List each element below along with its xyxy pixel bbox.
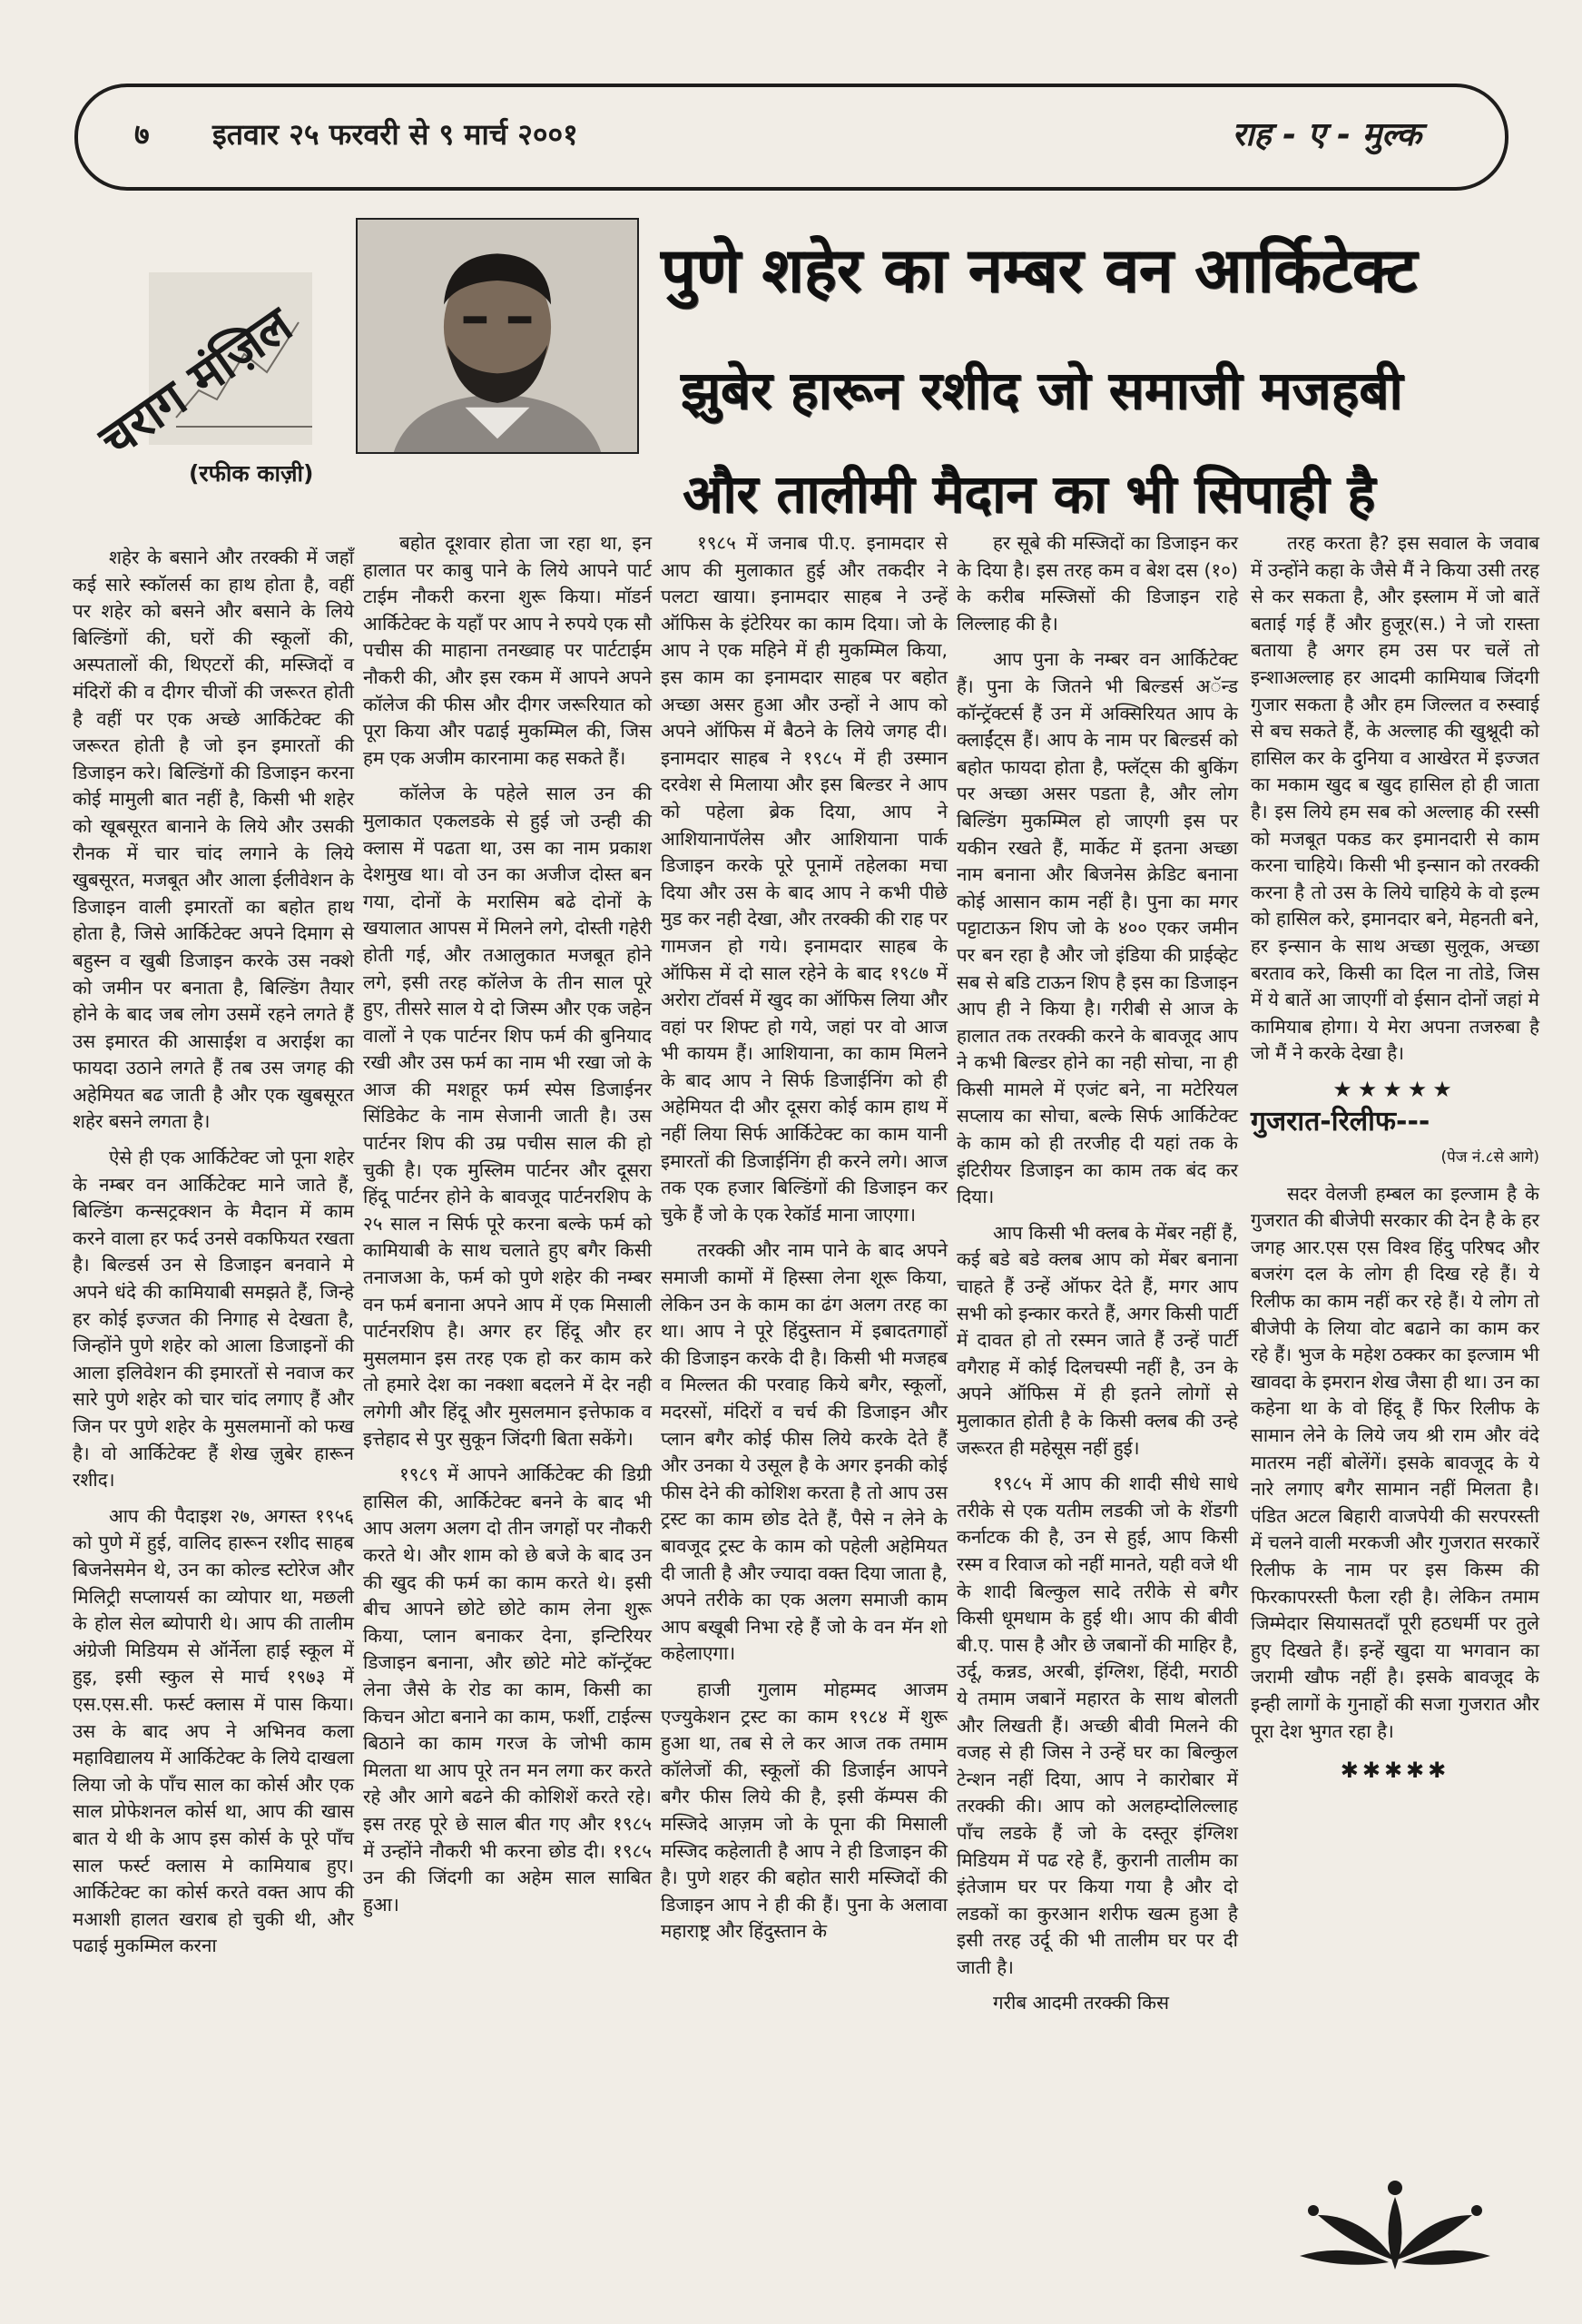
floral-ornament (1282, 2161, 1508, 2279)
paragraph: १९८९ में आपने आर्किटेक्ट की डिग्री हासिल की, आर्किटेक्ट बनने के बाद भी आप अलग अलग दो तीन जगहों पर नौकरी करते थे। और शाम को छे बजे के बाद उन की खुद की फर्म का काम करते थे। इसी बीच आपने छोटे छोटे काम लेना शुरू किया, प्लान बनाकर देना, इन्टिरियर डिजाइन बनाना, और छोटे मोटे कॉन्ट्रॅक्ट लेना जैसे के रोड का काम, किसी का किचन ओटा बनाने का काम, फर्शी, टाईल्स बिठाने का काम गरज के जोभी काम मिलता था आप पूरे तन मन लगा कर करते रहे और आगे बढने की कोशिशें करते रहे। इस तरह पूरे छे साल बीत गए और १९८५ में उन्होंने नौकरी भी करना छोड दी। १९८५ उन की जिंदगी का अहेम साल साबित हुआ। (363, 1463, 652, 1915)
paragraph: आप की पैदाइश २७, अगस्त १९५६ को पुणे में हुई, वालिद हारून रशीद साहब बिजनेसमेन थे, उन का कोल्ड स्टोरेज और मिलिट्री सप्लायर्स का व्योपार था, मछली के होल सेल ब्योपारी थे। आप की तालीम अंग्रेजी मिडियम से ऑर्नेला हाई स्कूल में हुइ, इसी स्कुल से मार्च १९७३ में एस.एस.सी. फर्स्ट क्लास में पास किया। उस के बाद अप ने अभिनव कला महाविद्यालय में आर्किटेक्ट के लिये दाखला लिया जो के पाँच साल का कोर्स और एक साल प्रोफेशनल कोर्स था, आप की खास बात ये थी के आप इस कोर्स के पूरे पाँच साल फर्स्ट क्लास मे कामियाब हुए। आर्किटेक्ट का कोर्स करते वक्त आप की मआशी हालत खराब हो चुकी थी, और पढाई मुकम्मिल करना (73, 1504, 354, 1957)
article-column-4 (957, 530, 1238, 2026)
paragraph: ऐसे ही एक आर्किटेक्ट जो पूना शहेर के नम्बर वन आर्किटेक्ट माने जाते हैं, बिल्डिंग कन्सट्रक्शन के मैदान में काम करने वाला हर फर्द उनसे वकफियत रखता है। बिल्डर्स उन से डिजाइन बनवाने मे अपने धंदे की कामियाबी समझते हैं, जिन्हे हर कोई इज्जत की निगाह से देखता है, जिन्होंने पुणे शहेर को आला डिजाइनों की आला इलिवेशन की इमारतों से नवाज कर सारे पुणे शहेर को चार चांद लगाए हैं और जिन पर पुणे शहेर के मुसलमानों को फख है। वो आर्किटेक्ट हैं शेख ज़ुबेर हारून रशीद। (73, 1147, 354, 1492)
paragraph: हर सूबे की मस्जिदों का डिजाइन कर के दिया है। इस तरह कम व बेश दस (१०) के करीब मस्जिसों की डिजाइन राहे लिल्लाह की है। (957, 532, 1238, 635)
headline-line-1: पुणे शहेर का नम्बर वन आर्किटेक्ट (661, 235, 1418, 307)
article-column-3 (661, 530, 948, 1955)
publication-name: राह - ए - मुल्क (1232, 116, 1421, 153)
paragraph: कॉलेज के पहेले साल उन की मुलाकात एकलडके से हुई जो उन्ही की क्लास में पढता था, उस का नाम प्रकाश देशमुख था। वो उन का अजीज दोस्त बन गया, दोनों के मरासिम बढे दोनों के खयालात आपस में मिलने लगे, दोस्ती गहेरी होती गई, और तआलुकात मजबूत होने लगे, इसी तरह कॉलेज के तीन साल पूरे हुए, तीसरे साल ये दो जिस्म और एक जहेन वालों ने एक पार्टनर शिप फर्म की बुनियाद रखी और उस फर्म का नाम भी रखा जो के आज की मशहूर फर्म स्पेस डिजाईनर सिंडिकेट के नाम सेजानी जाती है। उस पार्टनर शिप की उम्र पचीस साल की हो चुकी है। एक मुस्लिम पार्टनर और दूसरा हिंदू पार्टनर होने के बावजूद पार्टनरशिप के २५ साल न सिर्फ पूरे करना बल्के फर्म को कामियाबी के साथ चलाते हुए बगैर किसी तनाजआ के, फर्म को पुणे शहेर की नम्बर वन फर्म बनाना अपने आप में एक मिसाली पार्टनरशिप है। अगर हर हिंदू और हर मुसलमान इस तरह एक हो कर काम करे तो हमारे देश का नक्शा बदलने में देर नही लगेगी और हिंदू और मुसलमान इत्तेफाक व इत्तेहाद से पुर सुकून जिंदगी बिता सकेंगे। (363, 783, 652, 1450)
paragraph: हाजी गुलाम मोहम्मद आजम एज्युकेशन ट्रस्ट का काम १९८४ में शुरू हुआ था, तब से ले कर आज तक तमाम कॉलेजों की, स्कूलों की डिजाईन आपने बगैर फीस लिये की है, इसी कॅम्पस की मस्जिदे आज़म जो के पूना की मिसाली मस्जिद कहेलाती है आप ने ही डिजाइन की है। पुणे शहर की बहोत सारी मस्जिदों की डिजाइन आप ने ही की हैं। पुना के अलावा महाराष्ट्र और हिंदुस्तान के (661, 1678, 948, 1943)
column-tag (40, 236, 339, 472)
paragraph: बहोत दूशवार होता जा रहा था, इन हालात पर काबु पाने के लिये आपने पार्ट टाईम नौकरी करना शुरू किया। मॉडर्न आर्किटेक्ट के यहाँ पर आप ने रुपये एक सौ पचीस की माहाना तनख्वाह पर पार्टटाईम नौकरी की, और इस रकम में आपने अपने कॉलेज की फीस और दीगर जरूरियात को पूरा किया और पढाई मुकम्मिल की, जिस हम एक अजीम कारनामा कह सकते हैं। (363, 532, 652, 769)
article-column-1 (73, 545, 354, 1969)
paragraph: गरीब आदमी तरक्की किस (993, 1992, 1169, 2014)
paragraph: तरक्की और नाम पाने के बाद अपने समाजी कामों में हिस्सा लेना शूरू किया, लेकिन उन के काम का ढंग अलग तरह का था। आप ने पूरे हिंदुस्तान में इबादतगाहों की डिजाइन करके दी है। किसी भी मजहब व मिल्लत की परवाह किये बगैर, स्कूलों, मदरसों, मंदिरों व चर्च की डिजाइन और प्लान बगैर कोई फीस लिये करके देते हैं और उनका ये उसूल है के अगर इनकी कोई फीस देने की कोशिश करता है तो आप उस ट्रस्ट का काम छोड देते हैं, पैसे न लेने के बावजूद ट्रस्ट के काम को पहेली अहेमियत दी जाती है और ज्यादा वक्त दिया जाता है, अपने तरीके का एक अलग समाजी काम आप बखूबी निभा रहे हैं जो के वन मॅन शो कहेलाएगा। (661, 1239, 948, 1665)
headline-line-3: और तालीमी मैदान का भी सिपाही है (683, 463, 1376, 525)
article-column-2 (363, 530, 652, 1927)
paragraph: आप किसी भी क्लब के मेंबर नहीं हैं, कई बडे बडे क्लब आप को मेंबर बनाना चाहते हैं उन्हें ऑफर देते हैं, मगर आप सभी को इन्कार करते हैं, अगर किसी पार्टी में दावत हो तो रस्मन जाते हैं उन्हें पार्टी वगैराह में कोई दिलचस्पी नहीं है, उन के अपने ऑफिस में ही इतने लोगों से मुलाकात होती है के किसी क्लब की उन्हे जरूरत ही महेसूस नहीं हुई। (957, 1221, 1238, 1459)
column-tag-graphic (40, 236, 339, 472)
masthead-bar (74, 84, 1508, 191)
page-number: ७ (134, 117, 150, 152)
floral-ornament-icon (1282, 2161, 1508, 2279)
article-column-5 (1251, 530, 1539, 1797)
end-divider-stars: ✱✱✱✱✱ (1340, 1758, 1450, 1784)
author-byline: (रफीक काज़ी) (189, 460, 314, 487)
paragraph: १९८५ में आप की शादी सीधे साधे तरीके से एक यतीम लडकी जो के शेंडगी कर्नाटक की है, उन से हुई, आप किसी रस्म व रिवाज को नहीं मानते, यही वजे थी के शादी बिल्कुल सादे तरीके से बगैर किसी धूमधाम के हुई थी। आप की बीवी बी.ए. पास है और छे जबानों की माहिर है, उर्दू, कन्नड, अरबी, इंग्लिश, हिंदी, मराठी ये तमाम जबानें महारत के साथ बोलती और लिखती हैं। अच्छी बीवी मिलने की वजह से ही जिस ने उन्हें घर का बिल्कुल टेन्शन नहीं दिया, आप ने कारोबार में तरक्की की। आप को अलहम्दोलिल्लाह पाँच लडके हैं जो के दस्तूर इंग्लिश मिडियम में पढ रहे हैं, कुरानी तालीम का इंतेजाम घर पर किया गया है और दो लडकों का कुरआन शरीफ खत्म हुआ है इसी तरह उर्दू की भी तालीम घर पर दी जाती है। (957, 1472, 1238, 1978)
portrait-photo (356, 218, 639, 454)
paragraph: शहेर के बसाने और तरक्की में जहाँ कई सारे स्कॉलर्स का हाथ होता है, वहीं पर शहेर को बसने और बसाने के लिये बिल्डिंगों की, घरों की स्कूलों की, अस्पतालों की, थिएटरों की, मस्जिदों व मंदिरों की व दीगर चीजों की जरूरत होती है वहीं पर एक अच्छे आर्किटेक्ट की जरूरत होती है जो इन इमारतों की डिजाइन करे। बिल्डिंगों की डिजाइन करना कोई मामुली बात नहीं है, किसी भी शहेर को खूबसूरत बानाने के लिये और उसकी रौनक में चार चांद लगाने के लिये खुबसूरत, मजबूत और आला ईलीवेशन के डिजाइन वाली इमारतों का बहोत हाथ होता है, जिसे आर्किटेक्ट अपने दिमाग से बहुस्न व खुबी डिजाइन करके उस नक्शे को जमीन पर बनाता है, बिल्डिंग तैयार होने के बाद जब लोग उसमें रहने लगते हैं उस इमारत की आसाईश व अराईश का फायदा उठाने लगते हैं तब उस जगह की अहेमियत बढ जाती है और एक खुबसूरत शहेर बसने लगता है। (73, 547, 354, 1133)
gujarat-relief-heading: गुजरात-रिलीफ--- (1251, 1106, 1430, 1138)
section-divider-stars: ★★★★★ (1332, 1076, 1458, 1102)
column-tag-text: चराग मंज़िल (89, 295, 302, 469)
paragraph: सदर वेलजी हम्बल का इल्जाम है के गुजरात की बीजेपी सरकार की देन है के हर जगह आर.एस एस विश्व हिंदु परिषद और बजरंग दल के लोग ही दिख रहे हैं। ये रिलीफ का काम नहीं कर रहे हैं। ये लोग तो बीजेपी के लिया वोट बढाने का काम कर रहे हैं। भुज के महेश ठक्कर का इल्जाम भी खावदा के इमरान शेख जैसा ही था। उन का कहेना था के वो हिंदू हैं फिर रिलीफ के सामान लेने के लिये जय श्री राम और वंदे मातरम नहीं बोलेंगें। इसके बावजूद के ये नारे लगाए बगैर सामान नहीं मिलता है। पंडित अटल बिहारी वाजपेयी की सरपरस्ती में चलने वाली मरकजी और गुजरात सरकारें रिलीफ के नाम पर इस किस्म की फिरकापरस्ती फैला रही है। लेकिन तमाम जिम्मेदार सियासतदाँ पूरी हठधर्मी पर तुले हुए दिखते हैं। इन्हें खुदा या भगवान का जरामी खौफ नहीं है। इसके बावजूद के इन्ही लागों के गुनाहों की सजा गुजरात और पूरा देश भुगत रहा है। (1251, 1182, 1539, 1742)
portrait-figure (358, 220, 637, 452)
issue-date: इतवार २५ फरवरी से ९ मार्च २००१ (212, 117, 578, 152)
paragraph: तरह करता है? इस सवाल के जवाब में उन्होंने कहा के जैसे मैं ने किया उसी तरह से कर सकता है, और इस्लाम में जो बातें बताई गई हैं और हुजूर(स.) ने जो रास्ता बताया है अगर हम उस पर चलें तो इन्शाअल्लाह हर आदमी कामियाब जिंदगी गुजार सकता है और हम जिल्लत व रुस्वाई से बच सकते हैं, के अल्लाह की खुश्नूदी को हासिल कर के दुनिया व आखेरत में इज्जत का मकाम खुद ब खुद हासिल हो ही जाता है। इस लिये हम सब को अल्लाह की रस्सी को मजबूत पकड कर इमानदारी से काम करना चाहिये। किसी भी इन्सान को तरक्की करना है तो उस के लिये चाहिये के वो इल्म को हासिल करे, इमानदार बने, मेहनती बने, हर इन्सान के साथ अच्छा सुलूक, अच्छा बरताव करे, किसी का दिल ना तोडे, जिस में ये बातें आ जाएगीं वो ईसान दोनों जहां मे कामियाब होगा। ये मेरा अपना तजरुबा है जो मैं ने करके देखा है। (1251, 532, 1539, 1065)
paragraph: आप पुना के नम्बर वन आर्किटेक्ट हैं। पुना के जितने भी बिल्डर्स अॅन्ड कॉन्ट्रॅक्टर्स हैं उन में अक्सिरियत आप के क्लाईंट्स हैं। आप के नाम पर बिल्डर्स को बहोत फायदा होता है, फ्लॅट्स की बुकिंग पर अच्छा असर पडता है, और लोग बिल्डिंग मुकम्मिल हो जाएगी इस पर यकीन रखते हैं, मार्केट में इतना अच्छा नाम बनाना और बिजनेस क्रेडिट बनाना कोई आसान काम नहीं है। पुना का मगर पट्टाटाऊन शिप जो के ४०० एकर जमीन पर बन रहा है और जो इंडिया की प्राईव्हेट सब से बडि टाऊन शिप है इस का डिजाइन आप ही ने किया है। गरीबी से आज के हालात तक तरक्की करने के बावजूद आप ने कभी बिल्डर होने का नही सोचा, ना ही किसी मामले में एजंट बने, ना मटेरियल सप्लाय का सोचा, बल्के सिर्फ आर्किटेक्ट के काम को ही तरजीह दी यहां तक के इंटिरीयर डिजाइन का काम तक बंद कर दिया। (957, 648, 1238, 1208)
continued-from-page-note: (पेज नं.८से आगे) (1440, 1148, 1539, 1167)
headline-line-2: झुबेर हारून रशीद जो समाजी मजहबी (681, 359, 1403, 421)
paragraph: १९८५ में जनाब पी.ए. इनामदार से आप की मुलाकात हुई और तकदीर ने पलटा खाया। इनामदार साहब ने उन्हें ऑफिस के इंटेरियर का काम दिया। जो के आप ने एक महिने में ही मुकम्मिल किया, इस काम का इनामदार साहब पर बहोत अच्छा असर हुआ और उन्हों ने आप को अपने ऑफिस में बैठने के लिये जगह दी। इनामदार साहब ने १९८५ में ही उस्मान दरवेश से मिलाया और इस बिल्डर ने आप को पहेला ब्रेक दिया, आप ने आशियानापॅलेस और आशियाना पार्क डिजाइन करके पूरे पूनामें तहेलका मचा दिया और उस के बाद आप ने कभी पीछे मुड कर नही देखा, और तरक्की की राह पर गामजन हो गये। इनामदार साहब के ऑफिस में दो साल रहेने के बाद १९८७ में अरोरा टॉवर्स में खुद का ऑफिस लिया और वहां पर शिफ्ट हो गये, जहां पर वो आज भी कायम हैं। आशियाना, का काम मिलने के बाद आप ने सिर्फ डिजाईनिंग को ही अहेमियत दी और दूसरा कोई काम हाथ में नहीं लिया सिर्फ आर्किटेक्ट का काम यानी इमारतों की डिजाईनिंग ही करने लगे। आज तक एक हजार बिल्डिंगों की डिजाइन कर चुके हैं जो के एक रेकॉर्ड माना जाएगा। (661, 532, 948, 1226)
